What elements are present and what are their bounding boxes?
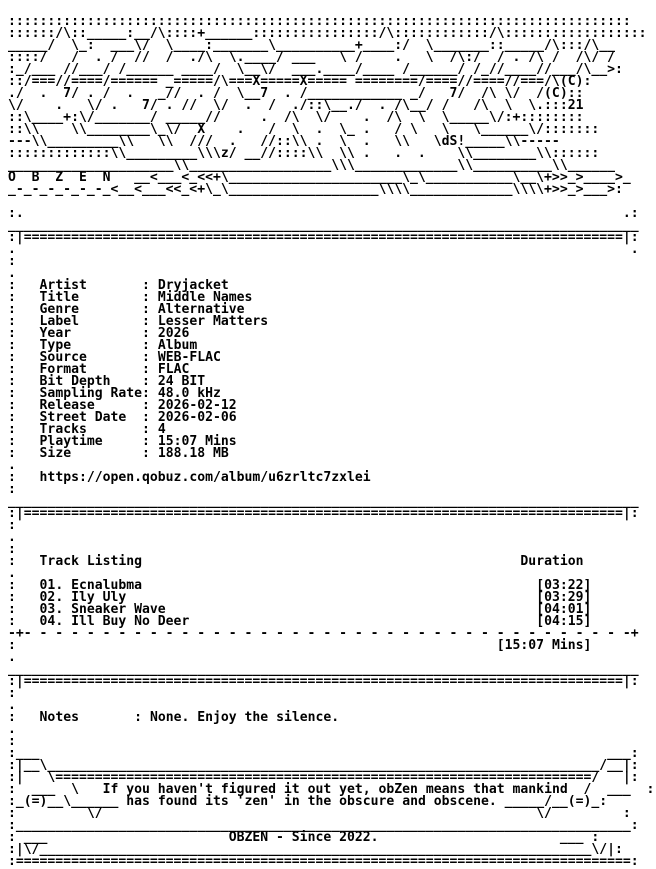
field-label: Type [39,338,143,353]
logo-art-line: ./ . 7/ . / . _// . / \__7 . /____________ _/ 7/ /\ \/ /(C):: [8,86,584,101]
border-art: . [8,530,16,545]
border-art: : [8,254,16,269]
field-label: Street Date [39,410,143,425]
field-label: Artist [39,278,143,293]
border-art: : [142,410,158,425]
field-label: Label [39,314,143,329]
border-art: : [8,578,40,593]
field-value: 24 BIT [157,374,206,389]
release-url [8,472,371,484]
border-art: _____/__ [496,794,568,809]
border-art: : [142,314,158,329]
border-art: :. .: [8,206,639,221]
border-art: . . [8,242,639,257]
border-art: __\______ [47,794,127,809]
field-label: Year [39,326,143,341]
border-art: : [8,386,40,401]
border-art: : [8,446,40,461]
border-art: :|============================================================================|: [8,674,639,689]
field-value: 2026-02-12 [157,398,237,413]
border-art: : [8,590,40,605]
field-value: Alternative [157,302,245,317]
track-title: 03. Sneaker Wave [39,602,537,617]
border-art: : [142,350,158,365]
logo-art-line: ::/===//====/====== _=====/\===X=====X===== ========/====//====//===/\(C): [8,74,592,89]
release-field [8,448,229,460]
border-art: : [8,302,40,317]
border-art: :_ [8,794,24,809]
border-art: :==============================================================================: [8,854,639,869]
notes-value: None. Enjoy the silence. [149,710,340,725]
tagline: has found its 'zen' in the obscure and obscene. [126,794,497,809]
border-art: : [142,338,158,353]
border-art: ___ : [378,830,600,845]
logo-art-line: :::::::::::::\\_________\\\z/ __//::::\\ \\ . . . \\________\\:::::: [8,146,600,161]
field-value: 48.0 kHz [157,386,221,401]
logo-art-line: ::::::::::::::::::::::::::::::::::::::::::::::::::::::::::::::::::::::::::::::: [8,14,631,29]
field-label: Source [39,350,143,365]
border-art: : [142,434,158,449]
track-duration: [04:15] [536,614,592,629]
logo-art-line: _____________________\\__________________\\\_____________\\__________\\______ [8,158,615,173]
total-row [8,640,591,652]
border-art: : [8,422,40,437]
border-art: _: [591,794,608,809]
nfo-document [8,14,655,869]
field-value: FLAC [157,362,190,377]
border-art: : [8,710,40,725]
field-label: Size [39,446,143,461]
border-art: : [8,374,40,389]
total-duration: [15:07 Mins] [496,638,592,653]
track-title: 02. Ily Uly [39,590,537,605]
border-art: : [142,446,158,461]
field-label: Sampling Rate [39,386,143,401]
border-art: : [8,518,16,533]
border [8,676,639,688]
border-art: : [8,362,40,377]
border-art: : [142,278,158,293]
border-art: : [8,434,40,449]
border-art: . [8,698,16,713]
border-art: . [8,650,16,665]
border-art: : [8,290,40,305]
border-art: : [142,290,158,305]
border-art: :|\/______________________________________________________________________\/|: [8,842,623,857]
border-art: : [8,410,40,425]
border-art: :______________________________________________________________________________: [8,818,639,833]
tagline: If you haven't figured it out yet, obZen means that mankind [102,782,568,797]
field-label: Genre [39,302,143,317]
duration-heading: Duration [520,554,584,569]
field-label: Format [39,362,143,377]
field-label: Release [39,398,143,413]
border-art: : [8,314,40,329]
border-art: : [8,482,16,497]
border-art: ________________________________________________________________________________ [8,662,639,677]
border-art: . [8,722,16,737]
border-art: : [134,710,150,725]
track-title: 01. Ecnalubma [39,578,537,593]
logo-art-line: ---\\_________\\ \\ /// . //::\\ . \ . \\ \dS!_____\\----- [8,134,560,149]
border-art: : [142,326,158,341]
field-value: Dryjacket [157,278,229,293]
track-duration: [03:29] [536,590,592,605]
border-art: : [8,350,40,365]
border-art: : ___ \ [8,782,103,797]
border-art: : [142,374,158,389]
notes-label: Notes [39,710,135,725]
track-duration: [04:01] [536,602,592,617]
field-value: 2026-02-06 [157,410,237,425]
field-value: 4 [157,422,166,437]
logo-art-line: :_/___ //___/ /______ ____/ \__\/ ___.____/____ /______/ /_//____//___/\__>: [8,62,623,77]
field-value: 2026 [157,326,190,341]
credit: OBZEN - Since 2022. [228,830,379,845]
border-art: : [8,326,40,341]
border [8,244,639,256]
border-art: : ___ [8,830,229,845]
border-art: : \/ \/ : [8,806,631,821]
field-label: Bit Depth [39,374,143,389]
border-art: :|__\______________________________________________________________________/__|: [8,758,639,773]
track-duration: [03:22] [536,578,592,593]
border-art: : [8,686,16,701]
track-title: 04. Ill Buy No Deer [39,614,537,629]
field-value: 188.18 MB [157,446,229,461]
border-art: : [8,614,40,629]
border-art: : [142,386,158,401]
field-value: 15:07 Mins [157,434,237,449]
border-art: ________________________________________________________________________________ [8,494,639,509]
border-art: -+- - - - - - - - - - - - - - - - - - - - - - - - - - - - - - - - - - - - - - -+ [8,626,639,641]
tracklist-header [8,556,584,568]
album-link[interactable]: https://open.qobuz.com/album/u6zrltc7zxlei [39,470,371,485]
logo-art-line: ::::/ / . / // / ./\ \.____/ ___ \ / . \ /\:/ / . /\ / /\/ / [8,50,615,65]
border-art: : [8,602,40,617]
border-art: : [8,542,16,557]
border-art: :| \====================================================================/ |: [8,770,639,785]
border-art: ________________________________________________________________________________ [8,218,639,233]
border-art: : [8,398,40,413]
field-value: Lesser Matters [157,314,269,329]
border-art: . [8,458,16,473]
border-art: :|============================================================================|: [8,230,639,245]
left-badge: (=) [23,794,48,809]
logo-art-line: \/ . \/ . 7/ . // \/ . / ./::\__./ . /\__/ / /\ \ \.:::21 [8,98,584,113]
border-art: :___ ___: [8,746,639,761]
border-art: : [142,398,158,413]
border-art: : [8,734,16,749]
border-art: : [8,554,40,569]
border-art: : [8,470,40,485]
border-art: . [8,266,16,281]
field-value: Album [157,338,198,353]
field-value: WEB-FLAC [157,350,221,365]
border-art: / ___ : [567,782,655,797]
logo-art [8,184,623,196]
border-art: : [8,338,40,353]
border-art: : [8,278,40,293]
border-art: :|============================================================================|: [8,506,639,521]
logo-art-line: ::\____+:\/_______/ _____// . /\ \/ . /\ \ \_____\/:+:::::::: [8,110,584,125]
field-label: Tracks [39,422,143,437]
logo-art-line: ::\\ \\________\_\/ X . / \ . \_ . / \ \ \______\/::::::: [8,122,600,137]
border-art: : [8,638,497,653]
border-art: : [142,302,158,317]
logo-art-line: O B Z E N __<___<_<<+\______________________\_\___________\__\+>>_>____>_ [8,170,631,185]
tracklist-heading: Track Listing [39,554,521,569]
field-label: Title [39,290,143,305]
border [8,508,639,520]
border-art: . [8,566,16,581]
border [8,856,639,868]
right-badge: (=) [567,794,592,809]
notes-row [8,712,339,724]
logo-art-line: ::::::/\::_____:__/\::::+______::::::::::::::::/\::::::::::::/\:::::::::::::::::: [8,26,647,41]
logo-art-line: _-_-_-_-_-_-_<__<___<<_<+\_\___________________\\\\_____________\\\\+>>_>___>: [8,182,623,197]
field-value: Middle Names [157,290,253,305]
border-art: : [142,422,158,437]
border-art: : [142,362,158,377]
field-label: Playtime [39,434,143,449]
logo-art-line: _____/ \_: ___\/ \____:_______\__________+____:/ \_______::_____/\:::/\__ [8,38,615,53]
